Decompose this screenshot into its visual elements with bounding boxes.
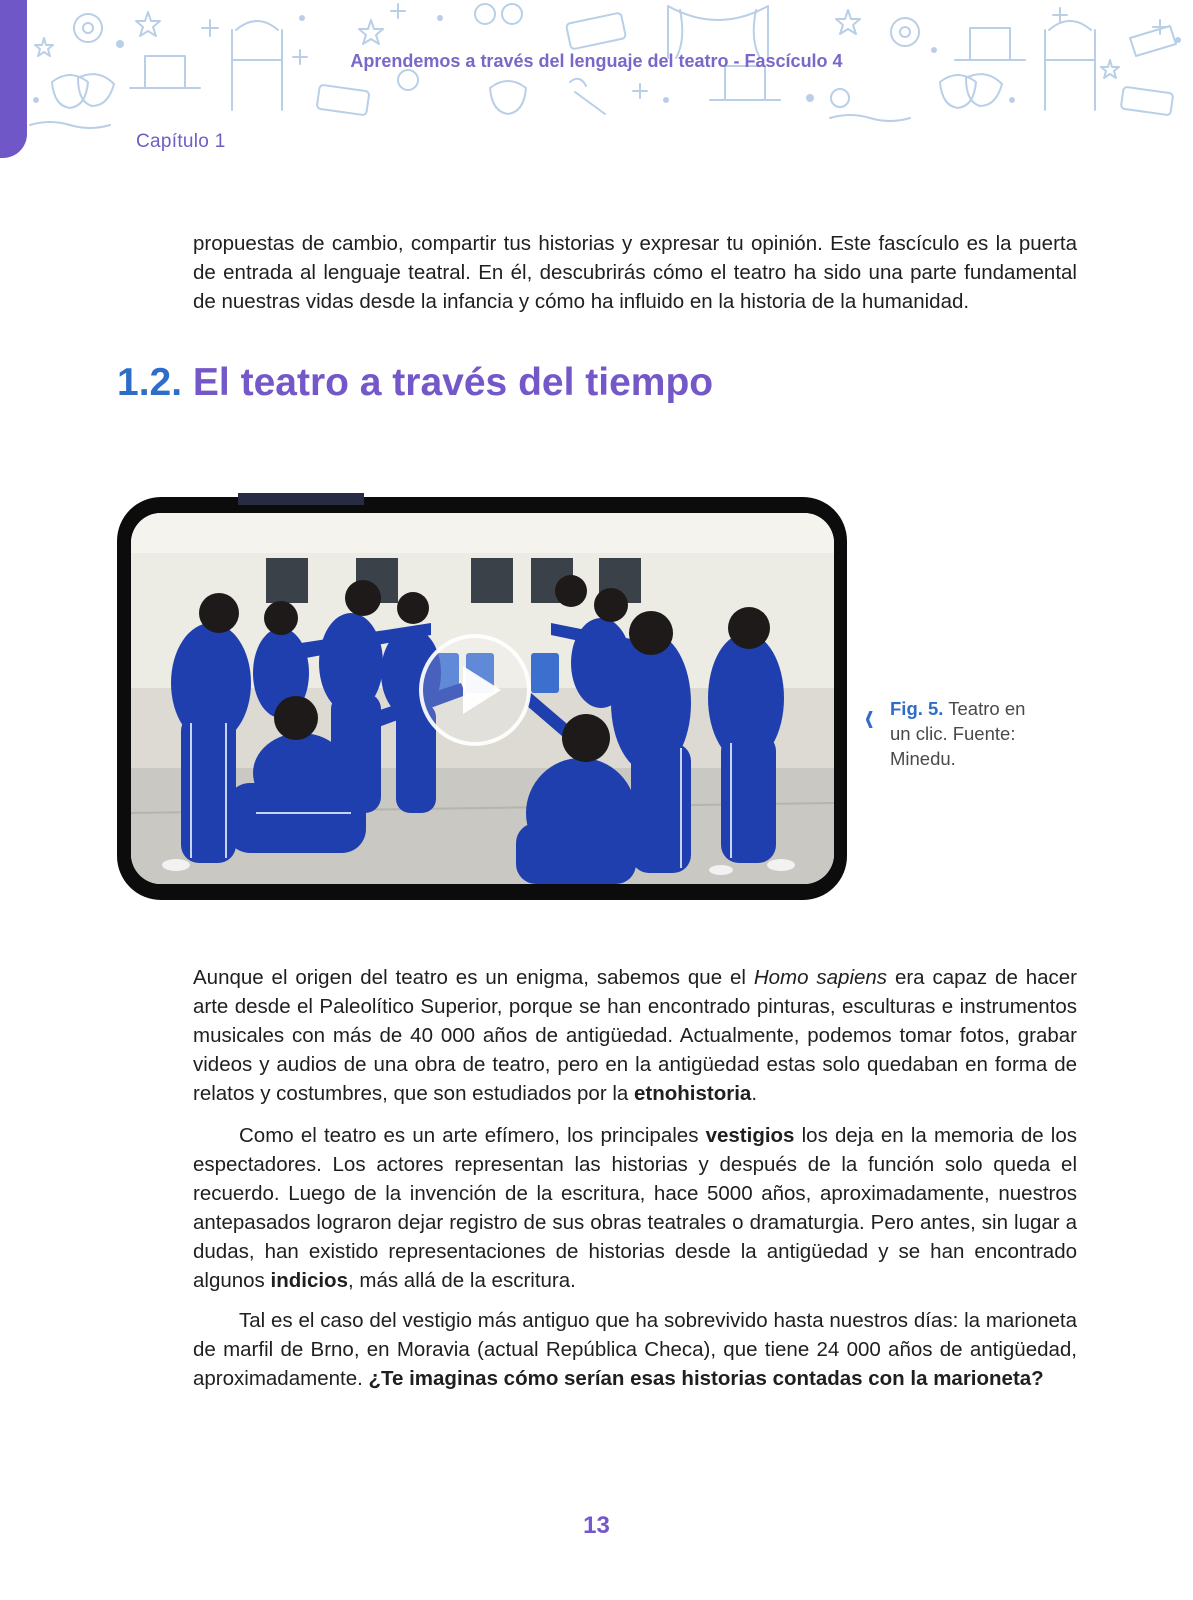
chapter-side-tab xyxy=(0,0,27,158)
chapter-label: Capítulo 1 xyxy=(136,131,226,152)
text-segment: Aunque el origen del teatro es un enigma, sabemos que el xyxy=(193,966,754,989)
page-header xyxy=(0,0,1193,160)
play-button[interactable] xyxy=(419,634,531,746)
chevron-left-icon: ‹ xyxy=(864,692,874,741)
play-icon xyxy=(463,666,501,714)
figure-caption-text: Teatro en un clic. Fuente: Minedu. xyxy=(890,698,1026,769)
text-segment: . xyxy=(751,1082,758,1105)
paragraph-origin xyxy=(193,963,1077,1108)
text-segment: los deja en la memoria de los espectadores. Los actores representan las historias y después de la función solo queda el recuerdo. Luego de la invención de la escritura, hace 5000 años, aproximadamente, nuestros antepasados lograron dejar registro de sus obras teatrales o dramaturgia. Pero antes, sin lugar a dudas, han existido representaciones de historias desde la antigüedad y se han encontrado algunos xyxy=(193,1124,1077,1292)
bold-term: etnohistoria xyxy=(634,1082,752,1105)
text-segment: , más allá de la escritura. xyxy=(347,1269,576,1292)
figure-label: Fig. 5. xyxy=(890,698,944,719)
section-heading xyxy=(117,360,713,406)
video-player[interactable] xyxy=(131,513,834,884)
section-title: El teatro a través del tiempo xyxy=(192,361,714,404)
italic-term: Homo sapiens xyxy=(753,966,888,989)
bold-term: vestigios xyxy=(705,1124,795,1147)
page-number: 13 xyxy=(583,1512,610,1539)
intro-paragraph: propuestas de cambio, compartir tus historias y expresar tu opinión. Este fascículo es la puerta de entrada al lenguaje teatral. En él, descubrirás cómo el teatro ha sido una parte fundamental de nuestras vidas desde la infancia y cómo ha influido en la historia de la humanidad. xyxy=(193,232,1077,313)
paragraph-marionette xyxy=(193,1306,1077,1393)
bold-question: ¿Te imaginas cómo serían esas historias contadas con la marioneta? xyxy=(368,1367,1044,1390)
figure-caption xyxy=(890,696,1050,771)
text-segment: era capaz de hacer arte desde el Paleolítico Superior, porque se han encontrado pinturas, esculturas e instrumentos musicales con más de 40 000 años de antigüedad. Actualmente, podemos tomar fotos, grabar videos y audios de una obra de teatro, pero en la antigüedad estas solo quedaban en forma de relatos y costumbres, que son estudiados por la xyxy=(193,966,1078,1105)
text-segment: Como el teatro es un arte efímero, los principales xyxy=(239,1124,706,1147)
section-number: 1.2. xyxy=(117,361,183,404)
text-segment: Tal es el caso del vestigio más antiguo que ha sobrevivido hasta nuestros días: la marioneta de marfil de Brno, en Moravia (actual República Checa), que tiene 24 000 años de antigüedad, aproximadamente. xyxy=(193,1309,1077,1390)
video-frame-tab xyxy=(238,493,364,505)
header-title: Aprendemos a través del lenguaje del teatro - Fascículo 4 xyxy=(350,51,843,71)
bold-term: indicios xyxy=(270,1269,348,1292)
paragraph-vestiges xyxy=(193,1121,1077,1295)
